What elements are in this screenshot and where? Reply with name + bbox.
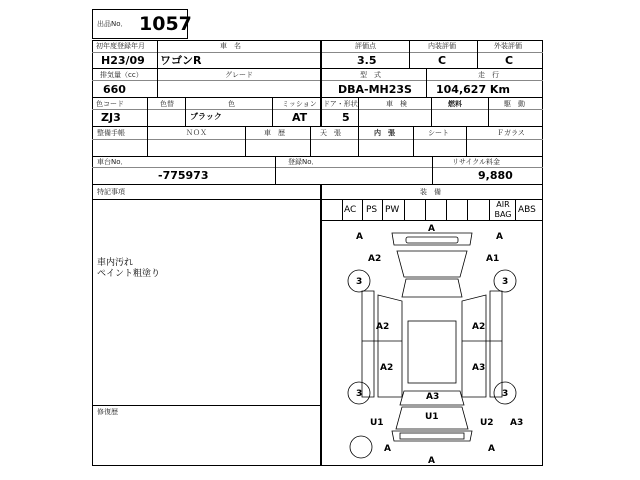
col-divider <box>515 199 516 220</box>
damage-mark: U1 <box>425 412 439 422</box>
damage-mark: U2 <box>480 418 494 428</box>
row-divider <box>92 52 543 53</box>
damage-mark: A <box>488 444 495 454</box>
row-divider <box>92 109 543 110</box>
col-divider <box>425 199 426 220</box>
score-label: 評価点 <box>355 42 376 50</box>
row-divider <box>92 167 543 168</box>
damage-mark: A3 <box>510 418 524 428</box>
col-divider <box>466 126 467 156</box>
mileage-value: 104,627 Km <box>436 83 510 96</box>
col-divider <box>185 97 186 126</box>
hood-outline <box>397 251 467 277</box>
doors-value: 5 <box>342 111 350 124</box>
first-reg-label: 初年度登録年月 <box>96 42 145 50</box>
exterior-score-label: 外装評価 <box>494 42 522 50</box>
color-label: 色 <box>228 100 235 108</box>
row-divider <box>92 184 543 185</box>
damage-mark: A2 <box>380 363 394 373</box>
drive-label: 駆 動 <box>504 100 525 108</box>
damage-mark: A2 <box>368 254 382 264</box>
damage-mark: A <box>356 232 363 242</box>
col-divider <box>432 156 433 184</box>
repair-history-label: 修復歴 <box>97 408 118 416</box>
damage-mark: A <box>496 232 503 242</box>
ceiling-label: 天 張 <box>320 129 341 137</box>
equipment-abs: ABS <box>518 205 536 215</box>
note-line: 車内汚れ <box>97 258 134 268</box>
left-body-outline <box>362 291 374 397</box>
roof-outline <box>408 321 456 383</box>
col-divider <box>147 126 148 156</box>
front-grille-outline <box>406 237 458 243</box>
recycle-fee-label: リサイクル料金 <box>452 158 501 166</box>
nox-label: ＮＯＸ <box>186 129 207 137</box>
col-divider <box>477 40 478 68</box>
damage-mark: A2 <box>376 322 390 332</box>
mission-value: AT <box>292 111 308 124</box>
equipment-ps: PS <box>366 205 378 215</box>
grade-label: グレード <box>225 71 253 79</box>
special-notes-label: 特記事項 <box>97 188 125 196</box>
chassis-no-value: -775973 <box>158 169 209 182</box>
col-divider <box>358 126 359 156</box>
row-divider <box>92 156 543 157</box>
rear-bumper-outline <box>392 431 472 441</box>
recycle-fee-value: 9,880 <box>478 169 513 182</box>
color-code-value: ZJ3 <box>101 111 121 124</box>
col-divider <box>320 68 322 97</box>
fuel-label: 燃料 <box>448 100 462 108</box>
vehicle-diagram <box>322 221 542 465</box>
first-reg-value: H23/09 <box>101 54 145 67</box>
inspection-label: 車 検 <box>386 100 407 108</box>
col-divider <box>426 68 427 97</box>
spare-tire <box>350 436 372 458</box>
col-divider <box>467 199 468 220</box>
damage-mark: A <box>428 224 435 234</box>
row-divider <box>92 97 543 98</box>
equipment-label: 装 備 <box>420 188 441 196</box>
color-value: ブラック <box>190 112 222 121</box>
chassis-no-label: 車台No． <box>97 158 128 166</box>
model-value: DBA-MH23S <box>338 83 412 96</box>
equipment-airbag: AIR BAG <box>494 200 512 219</box>
history-label: 車 歴 <box>264 129 285 137</box>
glass-label: Ｆガラス <box>497 129 525 137</box>
row-divider <box>92 68 543 69</box>
col-divider <box>488 97 489 126</box>
score-value: 3.5 <box>357 54 377 67</box>
interior-score-label: 内装評価 <box>428 42 456 50</box>
color-name-label: 色替 <box>160 100 174 108</box>
damage-mark: A <box>384 444 391 454</box>
reg-no-label: 登録No． <box>288 158 319 166</box>
lot-box <box>92 9 192 39</box>
note-line: ペイント粗塗り <box>97 269 161 279</box>
col-divider <box>310 126 311 156</box>
mileage-label: 走 行 <box>478 71 499 79</box>
col-divider <box>157 68 158 97</box>
col-divider <box>431 97 432 126</box>
col-divider <box>272 97 273 126</box>
damage-mark: A3 <box>426 392 440 402</box>
damage-mark: 3 <box>502 389 509 399</box>
damage-mark: A3 <box>472 363 486 373</box>
col-divider <box>342 199 343 220</box>
mission-label: ミッション <box>282 100 317 108</box>
manual-label: 整備手帳 <box>97 129 125 137</box>
col-divider <box>382 199 383 220</box>
row-divider <box>92 139 543 140</box>
model-label: 型 式 <box>360 71 381 79</box>
exterior-score-value: C <box>505 54 514 67</box>
equipment-ac: AC <box>344 205 357 215</box>
col-divider <box>147 97 148 126</box>
damage-mark: A <box>428 456 435 465</box>
damage-mark: A1 <box>486 254 500 264</box>
damage-mark: 3 <box>356 389 363 399</box>
notes-area <box>97 258 160 280</box>
col-divider <box>358 97 359 126</box>
col-divider <box>362 199 363 220</box>
rear-plate-outline <box>400 433 464 439</box>
displacement-label: 排気量（cc） <box>100 71 143 79</box>
col-divider <box>446 199 447 220</box>
interior-upholstery-label: 内 張 <box>374 129 395 137</box>
damage-mark: A2 <box>472 322 486 332</box>
damage-mark: 3 <box>502 277 509 287</box>
color-code-label: 色コード <box>96 100 124 108</box>
col-divider <box>320 40 322 68</box>
row-divider <box>92 126 543 127</box>
doors-shape-label: ドア・形状 <box>323 100 358 108</box>
equipment-pw: PW <box>385 205 400 215</box>
right-door-outline <box>462 295 486 397</box>
left-door-outline <box>378 295 402 397</box>
col-divider <box>489 199 490 220</box>
damage-mark: 3 <box>356 277 363 287</box>
col-divider <box>413 126 414 156</box>
car-name-value: ワゴンR <box>160 54 202 67</box>
lot-label: 出品No． <box>97 20 128 28</box>
col-divider <box>245 126 246 156</box>
row-divider <box>92 199 543 200</box>
col-divider <box>404 199 405 220</box>
col-divider <box>275 156 276 184</box>
damage-mark: U1 <box>370 418 384 428</box>
col-divider <box>157 40 158 68</box>
windshield-outline <box>402 279 462 297</box>
right-body-outline <box>490 291 502 397</box>
col-divider <box>320 97 322 126</box>
displacement-value: 660 <box>103 83 126 96</box>
seat-label: シート <box>428 129 449 137</box>
interior-score-value: C <box>438 54 447 67</box>
car-name-label: 車 名 <box>220 42 241 50</box>
row-divider <box>92 80 543 81</box>
col-divider <box>409 40 410 68</box>
row-divider <box>92 405 320 406</box>
lot-number: 1057 <box>139 13 192 35</box>
